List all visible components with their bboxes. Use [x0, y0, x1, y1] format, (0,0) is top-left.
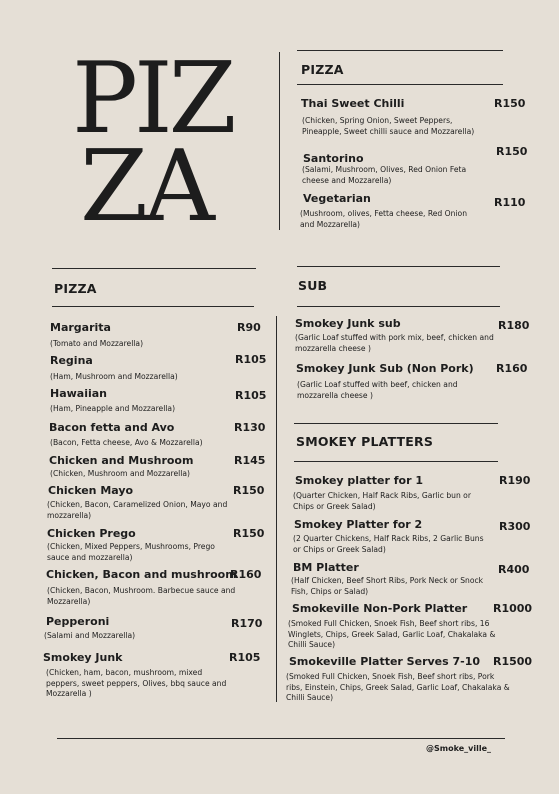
sub-rule-bottom [297, 306, 500, 307]
menu-item-price: R110 [494, 196, 526, 209]
middle-divider [276, 316, 277, 702]
menu-item-desc: (Ham, Mushroom and Mozzarella) [50, 372, 178, 381]
footer-rule [57, 738, 505, 739]
platters-rule-bottom [294, 461, 498, 462]
menu-item-price: R130 [234, 421, 266, 434]
pizza-rule-bottom [52, 306, 254, 307]
pizza-title: PIZZA [54, 281, 97, 296]
menu-item-name: Smokey Junk [43, 651, 123, 664]
platters-rule-top [294, 423, 498, 424]
menu-item-name: Hawaiian [50, 387, 108, 400]
menu-item-name: Chicken and Mushroom [49, 454, 194, 467]
menu-item-desc: (Salami and Mozzarella) [44, 631, 136, 640]
menu-item-name: Chicken Mayo [48, 484, 134, 497]
menu-item-name: BM Platter [293, 561, 359, 574]
menu-item-desc: (Chicken, Spring Onion, Sweet Peppers, Pineapple, Sweet chilli sauce and Mozzarella) [302, 116, 475, 136]
menu-item-desc: (Tomato and Mozzarella) [50, 339, 144, 348]
menu-item-name: Smokey Junk sub [295, 317, 401, 330]
menu-item-desc: (Smoked Full Chicken, Snoek Fish, Beef short ribs, 16 Winglets, Chips, Greek Salad, Garlic Loaf, Chakalaka & Chilli Sauce) [288, 619, 496, 650]
menu-item-desc: (Chicken, Mixed Peppers, Mushrooms, Prego sauce and mozzarella) [47, 542, 215, 562]
menu-item-name: Smokey Junk Sub (Non Pork) [296, 362, 474, 375]
menu-item-price: R300 [499, 520, 531, 533]
menu-item-desc: (Half Chicken, Beef Short Ribs, Pork Neck or Snock Fish, Chips or Salad) [291, 576, 484, 596]
menu-item-name: Thai Sweet Chilli [301, 97, 405, 110]
menu-item-desc: (Ham, Pineapple and Mozzarella) [50, 404, 176, 413]
menu-item-desc: (2 Quarter Chickens, Half Rack Ribs, 2 Garlic Buns or Chips or Greek Salad) [293, 534, 484, 554]
menu-item-desc: (Garlic Loaf stuffed with beef, chicken and mozzarella cheese ) [297, 380, 458, 400]
sub-rule-top [297, 266, 500, 267]
top-pizza-rule-top [297, 50, 503, 51]
menu-item-name: Margarita [50, 321, 111, 334]
menu-item-price: R190 [499, 474, 531, 487]
menu-item-price: R1500 [493, 655, 533, 668]
menu-item-desc: (Smoked Full Chicken, Snoek Fish, Beef short ribs, Pork ribs, Einstein, Chips, Greek Salad, Garlic Loaf, Chakalaka & Chilli Sauce) [286, 672, 510, 703]
menu-item-price: R180 [498, 319, 530, 332]
menu-item-price: R150 [496, 145, 528, 158]
menu-item-desc: (Quarter Chicken, Half Rack Ribs, Garlic bun or Chips or Greek Salad) [293, 491, 471, 511]
menu-item-price: R105 [235, 353, 267, 366]
menu-item-name: Santorino [303, 152, 364, 165]
top-divider [279, 52, 280, 230]
menu-item-desc: (Chicken, Bacon, Mushroom. Barbecue sauce and Mozzarella) [47, 586, 236, 606]
menu-item-price: R150 [494, 97, 526, 110]
top-pizza-title: PIZZA [301, 62, 344, 77]
menu-item-name: Pepperoni [46, 615, 110, 628]
menu-item-name: Vegetarian [303, 192, 371, 205]
menu-item-price: R160 [496, 362, 528, 375]
menu-item-name: Chicken, Bacon and mushroom [46, 568, 237, 581]
menu-item-price: R170 [231, 617, 263, 630]
menu-item-desc: (Chicken, ham, bacon, mushroom, mixed peppers, sweet peppers, Olives, bbq sauce and Mozzarella ) [46, 668, 227, 699]
menu-item-name: Smokeville Non-Pork Platter [292, 602, 468, 615]
pizza-rule-top [52, 268, 256, 269]
menu-item-desc: (Garlic Loaf stuffed with pork mix, beef, chicken and mozzarella cheese ) [295, 333, 494, 353]
menu-item-desc: (Salami, Mushroom, Olives, Red Onion Feta cheese and Mozzarella) [302, 165, 467, 185]
menu-item-price: R150 [233, 527, 265, 540]
menu-item-name: Bacon fetta and Avo [49, 421, 175, 434]
menu-item-name: Smokeville Platter Serves 7-10 [289, 655, 481, 668]
hero-title-line2: ZA [80, 130, 211, 244]
menu-item-price: R105 [235, 389, 267, 402]
menu-item-price: R160 [230, 568, 262, 581]
menu-item-price: R1000 [493, 602, 533, 615]
platters-title: SMOKEY PLATTERS [296, 434, 434, 449]
social-handle: @Smoke_ville_ [426, 744, 491, 753]
menu-item-price: R145 [234, 454, 266, 467]
menu-item-price: R105 [229, 651, 261, 664]
top-pizza-rule-bottom [297, 84, 503, 85]
menu-item-desc: (Chicken, Mushroom and Mozzarella) [50, 469, 190, 478]
menu-item-desc: (Bacon, Fetta cheese, Avo & Mozzarella) [50, 438, 203, 447]
menu-item-price: R400 [498, 563, 530, 576]
menu-item-desc: (Mushroom, olives, Fetta cheese, Red Onion and Mozzarella) [300, 209, 468, 229]
hero-title-line1: PIZ [72, 42, 233, 156]
menu-item-name: Smokey Platter for 2 [294, 518, 423, 531]
menu-item-name: Smokey platter for 1 [295, 474, 423, 487]
menu-item-name: Regina [50, 354, 93, 367]
menu-item-desc: (Chicken, Bacon, Caramelized Onion, Mayo and mozzarella) [47, 500, 228, 520]
menu-item-price: R90 [237, 321, 261, 334]
menu-item-price: R150 [233, 484, 265, 497]
menu-item-name: Chicken Prego [47, 527, 136, 540]
sub-title: SUB [298, 278, 328, 293]
